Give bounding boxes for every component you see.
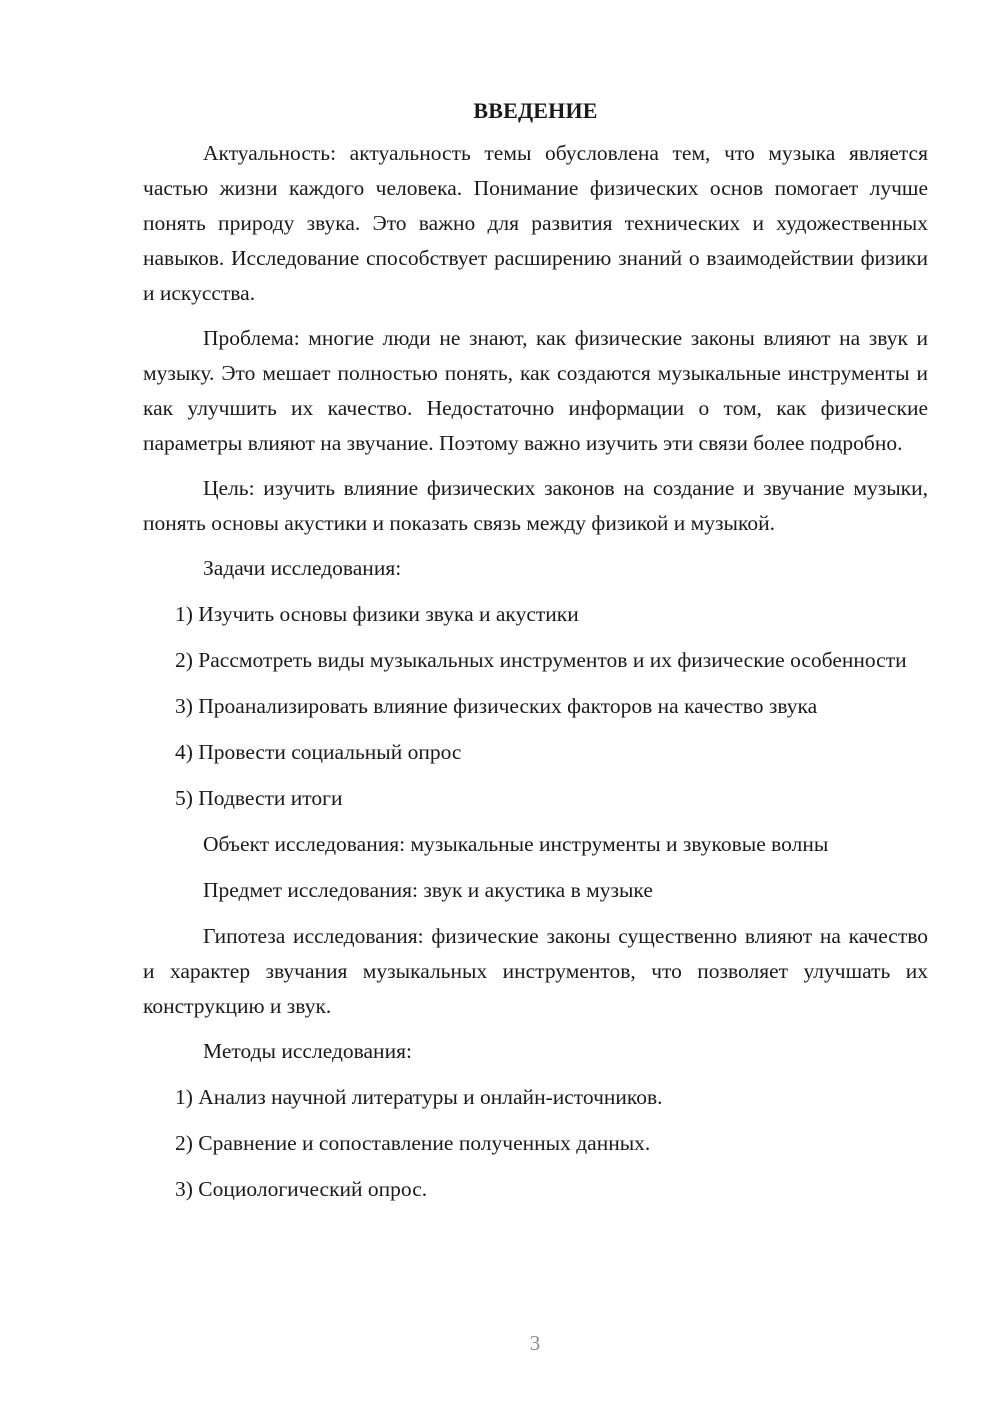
method-item: 2) Сравнение и сопоставление полученных данных. <box>175 1131 651 1155</box>
hypothesis-paragraph: Гипотеза исследования: физические законы существенно влияют на качество и характер звучания музыкальных инструментов, что позволяет улучшать их конструкцию и звук. <box>143 924 928 1018</box>
goal-paragraph: Цель: изучить влияние физических законов на создание и звучание музыки, понять основы акустики и показать связь между физикой и музыкой. <box>143 476 928 535</box>
document-page <box>143 96 928 1218</box>
task-item: 2) Рассмотреть виды музыкальных инструментов и их физические особенности <box>175 648 907 672</box>
task-item: 5) Подвести итоги <box>175 786 343 810</box>
task-item: 1) Изучить основы физики звука и акустики <box>175 602 579 626</box>
page-title: ВВЕДЕНИЕ <box>473 98 598 123</box>
methods-heading: Методы исследования: <box>203 1039 412 1063</box>
task-item: 3) Проанализировать влияние физических факторов на качество звука <box>175 694 818 718</box>
problem-paragraph: Проблема: многие люди не знают, как физические законы влияют на звук и музыку. Это мешает полностью понять, как создаются музыкальные инструменты и как улучшить их качество. Недостаточно информации о том, как физические параметры влияют на звучание. Поэтому важно изучить эти связи более подробно. <box>143 326 928 455</box>
research-subject: Предмет исследования: звук и акустика в музыке <box>203 878 653 902</box>
tasks-heading: Задачи исследования: <box>203 556 402 580</box>
task-item: 4) Провести социальный опрос <box>175 740 462 764</box>
relevance-paragraph: Актуальность: актуальность темы обусловлена тем, что музыка является частью жизни каждого человека. Понимание физических основ помогает лучше понять природу звука. Это важно для развития технических и художественных навыков. Исследование способствует расширению знаний о взаимодействии физики и искусства. <box>143 141 928 305</box>
page-number: 3 <box>529 1331 541 1355</box>
research-object: Объект исследования: музыкальные инструменты и звуковые волны <box>203 832 829 856</box>
method-item: 3) Социологический опрос. <box>175 1177 428 1201</box>
method-item: 1) Анализ научной литературы и онлайн-источников. <box>175 1085 663 1109</box>
